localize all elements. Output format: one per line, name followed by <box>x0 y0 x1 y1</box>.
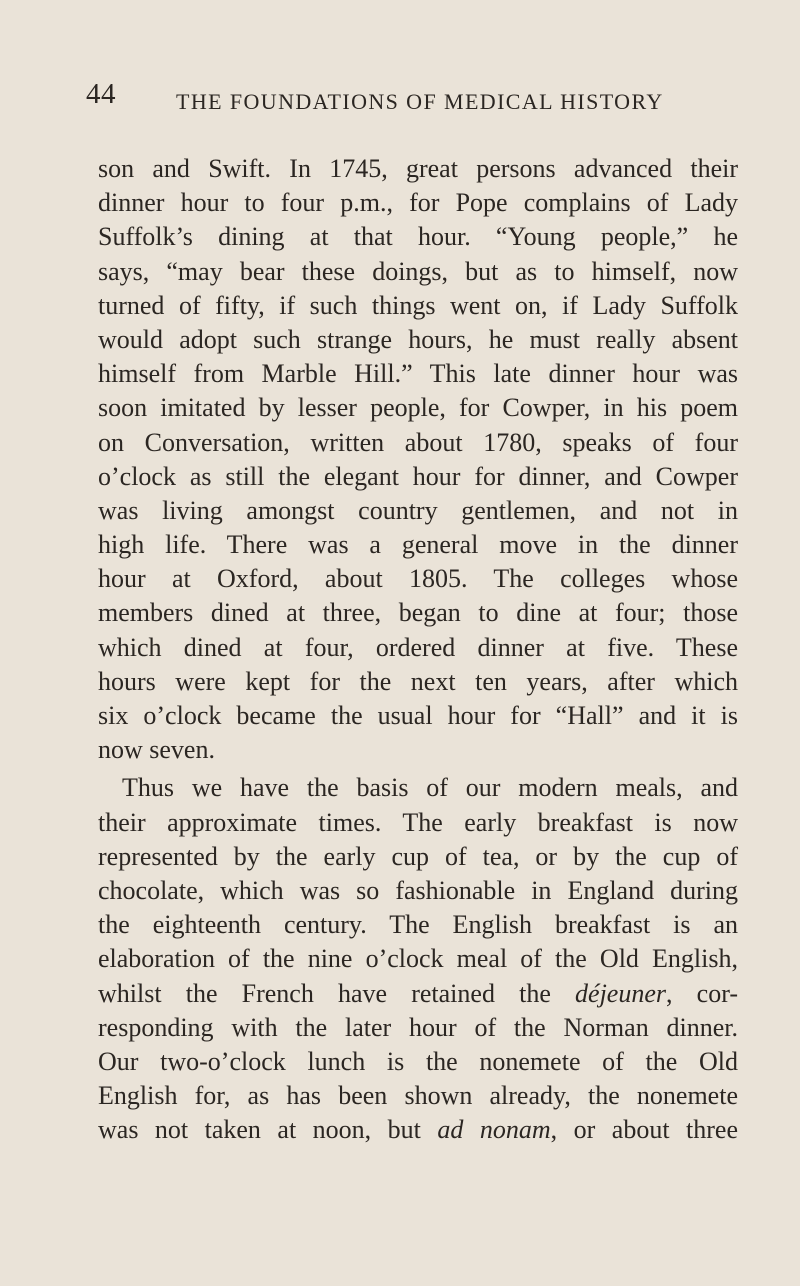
text-line: chocolate, which was so fashionable in England during <box>98 875 738 905</box>
text-line: elaboration of the nine o’clock meal of the Old English, <box>98 944 738 974</box>
running-title: THE FOUNDATIONS OF MEDICAL HISTORY <box>176 89 664 114</box>
text-line: himself from Marble Hill.” This late dinner hour was <box>98 359 738 389</box>
text-line: members dined at three, began to dine at four; those <box>98 598 738 628</box>
text-line: their approximate times. The early breakfast is now <box>98 807 738 837</box>
paragraph-2 <box>98 771 738 1147</box>
text-line: was living amongst country gentlemen, and not in <box>98 495 738 525</box>
italic-term: déjeuner <box>575 978 666 1008</box>
text-line: turned of fifty, if such things went on, if Lady Suffolk <box>98 290 738 320</box>
body-text <box>98 152 738 1147</box>
text-line: on Conversation, written about 1780, speaks of four <box>98 427 738 457</box>
text-line: son and Swift. In 1745, great persons advanced their <box>98 154 738 183</box>
text-line: hour at Oxford, about 1805. The colleges whose <box>98 564 738 594</box>
text-line: represented by the early cup of tea, or by the cup of <box>98 841 738 871</box>
text-line: dinner hour to four p.m., for Pope complains of Lady <box>98 188 738 218</box>
text-run: , or about three <box>550 1115 738 1145</box>
text-line: six o’clock became the usual hour for “Hall” and it is <box>98 701 738 730</box>
text-line: o’clock as still the elegant hour for dinner, and Cowper <box>98 461 738 491</box>
text-line: high life. There was a general move in the dinner <box>98 530 738 560</box>
text-line: Our two-o’clock lunch is the nonemete of the Old <box>98 1046 738 1076</box>
text-run: was not taken at noon, but <box>98 1115 438 1145</box>
text-line: Thus we have the basis of our modern meals, and <box>122 773 738 803</box>
text-line: which dined at four, ordered dinner at five. These <box>98 632 738 662</box>
text-line <box>98 1113 738 1147</box>
running-head <box>86 78 738 118</box>
text-line: English for, as has been shown already, the nonemete <box>98 1081 738 1111</box>
text-run: , cor- <box>666 978 738 1008</box>
text-line <box>98 977 738 1011</box>
text-line: now seven. <box>98 735 215 765</box>
italic-term: ad nonam <box>437 1115 551 1145</box>
text-line: responding with the later hour of the Norman dinner. <box>98 1012 738 1042</box>
text-line: soon imitated by lesser people, for Cowper, in his poem <box>98 393 738 423</box>
text-line: hours were kept for the next ten years, after which <box>98 666 738 696</box>
text-run: whilst the French have retained the <box>98 978 576 1008</box>
text-line: says, “may bear these doings, but as to himself, now <box>98 256 738 286</box>
page-number: 44 <box>86 78 116 110</box>
text-line: the eighteenth century. The English breakfast is an <box>98 910 738 940</box>
text-line: Suffolk’s dining at that hour. “Young people,” he <box>98 222 738 252</box>
paragraph-1 <box>98 152 738 767</box>
text-line: would adopt such strange hours, he must really absent <box>98 324 738 354</box>
